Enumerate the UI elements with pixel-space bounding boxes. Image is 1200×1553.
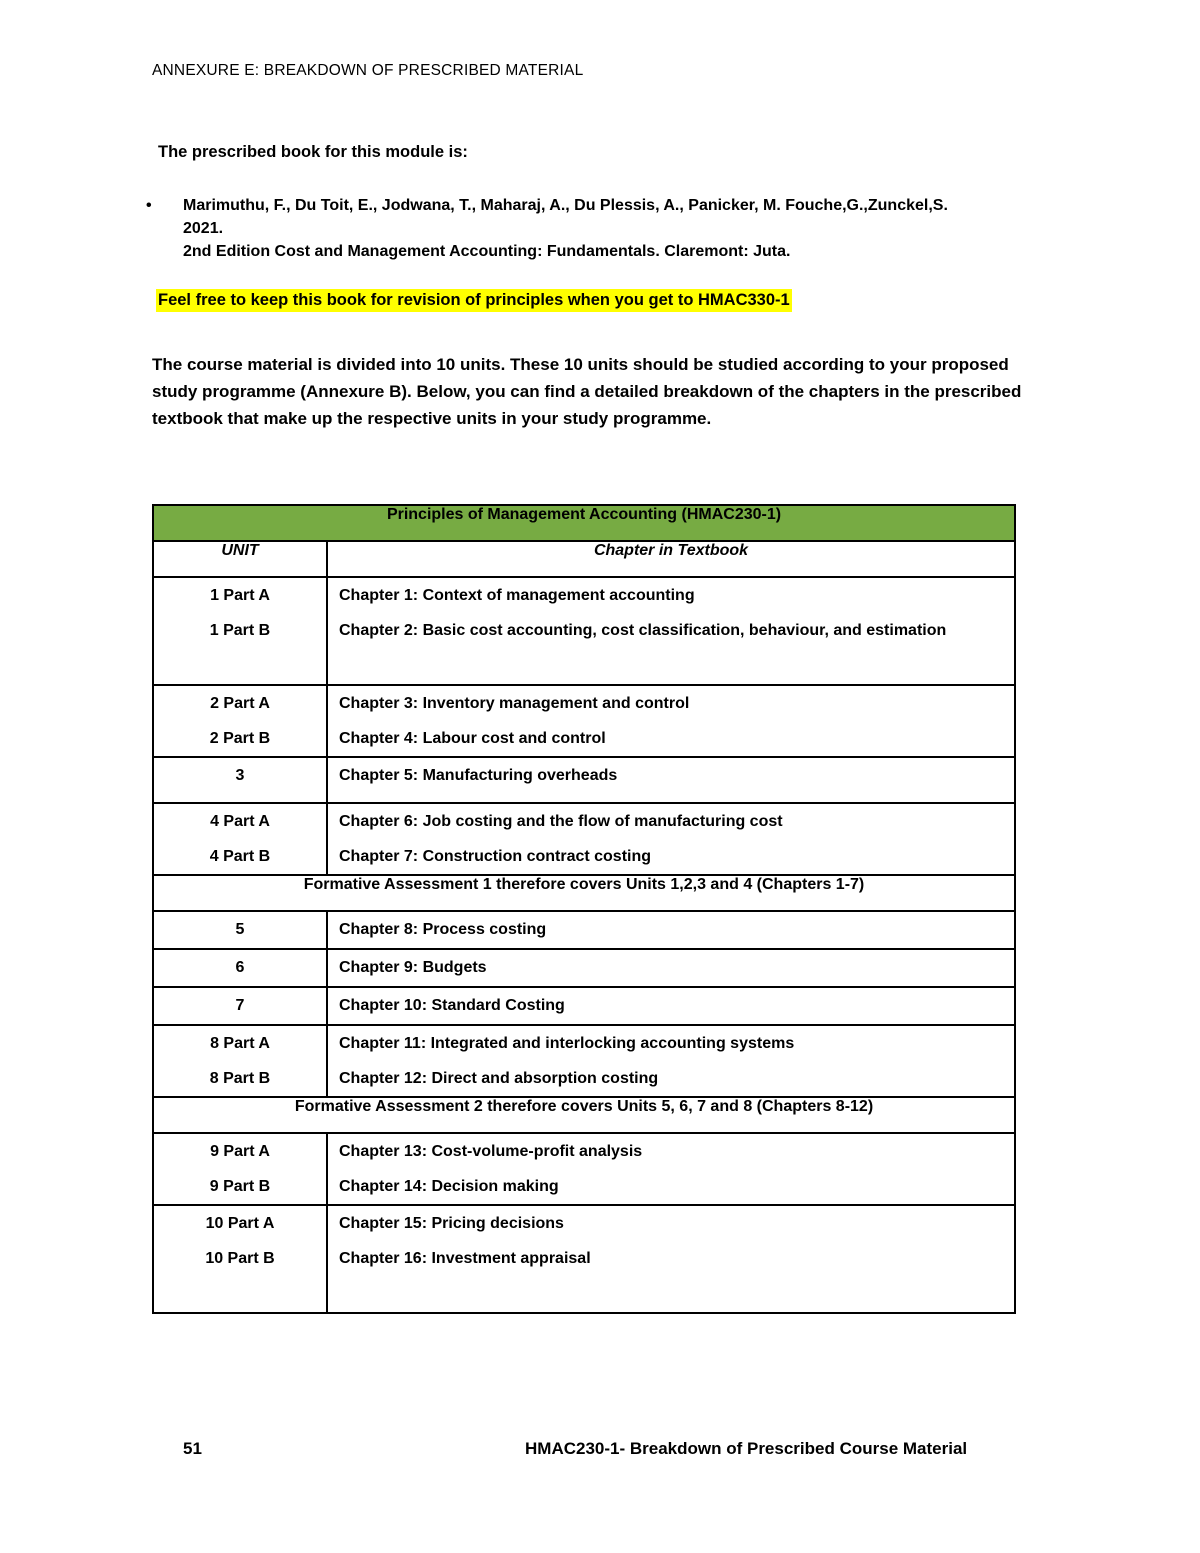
table-row bbox=[153, 757, 1015, 803]
unit-cell bbox=[153, 1205, 327, 1313]
unit-label: 8 Part A bbox=[210, 1035, 270, 1052]
assessment-row bbox=[153, 1097, 1015, 1133]
table-row bbox=[153, 803, 1015, 875]
annexure-heading: ANNEXURE E: BREAKDOWN OF PRESCRIBED MATERIAL bbox=[152, 62, 584, 79]
table-row bbox=[153, 1025, 1015, 1097]
chapter-cell bbox=[327, 1133, 1015, 1205]
page-number: 51 bbox=[183, 1439, 202, 1458]
chapter-column-header: Chapter in Textbook bbox=[327, 541, 1015, 577]
footer-title: HMAC230-1- Breakdown of Prescribed Course Material bbox=[525, 1439, 968, 1458]
chapter-label: Chapter 15: Pricing decisions bbox=[339, 1215, 564, 1232]
reference-authors: Marimuthu, F., Du Toit, E., Jodwana, T., Maharaj, A., Du Plessis, A., Panicker, M. Fouche,G.,Zunckel,S. bbox=[183, 197, 948, 214]
chapter-label: Chapter 6: Job costing and the flow of manufacturing cost bbox=[339, 813, 783, 830]
chapter-label: Chapter 2: Basic cost accounting, cost classification, behaviour, and estimation bbox=[339, 622, 947, 639]
assessment-note: Formative Assessment 2 therefore covers Units 5, 6, 7 and 8 (Chapters 8-12) bbox=[153, 1097, 1015, 1133]
units-table bbox=[152, 504, 1016, 1314]
unit-label: 1 Part A bbox=[210, 587, 270, 604]
table-row bbox=[153, 1205, 1015, 1313]
unit-cell bbox=[153, 577, 327, 685]
chapter-label: Chapter 9: Budgets bbox=[339, 959, 487, 976]
chapter-label: Chapter 8: Process costing bbox=[339, 921, 547, 938]
table-row bbox=[153, 911, 1015, 949]
unit-label: 2 Part A bbox=[210, 695, 270, 712]
chapter-label: Chapter 7: Construction contract costing bbox=[339, 848, 652, 865]
unit-label: 2 Part B bbox=[209, 730, 271, 747]
chapter-cell bbox=[327, 987, 1015, 1025]
chapter-label: Chapter 14: Decision making bbox=[339, 1178, 559, 1195]
table-row bbox=[153, 577, 1015, 685]
unit-label: 9 Part B bbox=[209, 1178, 271, 1195]
unit-label: 5 bbox=[235, 921, 245, 938]
chapter-label: Chapter 3: Inventory management and control bbox=[339, 695, 690, 712]
chapter-cell bbox=[327, 911, 1015, 949]
unit-label: 9 Part A bbox=[210, 1143, 270, 1160]
unit-cell bbox=[153, 803, 327, 875]
chapter-label: Chapter 1: Context of management accounting bbox=[339, 587, 695, 604]
unit-label: 6 bbox=[235, 959, 245, 976]
unit-cell bbox=[153, 949, 327, 987]
assessment-note: Formative Assessment 1 therefore covers Units 1,2,3 and 4 (Chapters 1-7) bbox=[153, 875, 1015, 911]
chapter-label: Chapter 16: Investment appraisal bbox=[339, 1250, 591, 1267]
table-header-row bbox=[153, 541, 1015, 577]
chapter-label: Chapter 5: Manufacturing overheads bbox=[339, 767, 618, 784]
unit-label: 1 Part B bbox=[209, 622, 271, 639]
unit-column-header: UNIT bbox=[153, 541, 327, 577]
table-row bbox=[153, 1133, 1015, 1205]
highlighted-note: Feel free to keep this book for revision of principles when you get to HMAC330-1 bbox=[156, 289, 792, 312]
table-row bbox=[153, 685, 1015, 757]
table-title: Principles of Management Accounting (HMAC230-1) bbox=[153, 505, 1015, 541]
chapter-label: Chapter 12: Direct and absorption costing bbox=[339, 1070, 659, 1087]
table-title-row bbox=[153, 505, 1015, 541]
unit-label: 10 Part B bbox=[205, 1250, 275, 1267]
assessment-row bbox=[153, 875, 1015, 911]
unit-cell bbox=[153, 757, 327, 803]
chapter-cell bbox=[327, 757, 1015, 803]
unit-label: 3 bbox=[235, 767, 245, 784]
unit-cell bbox=[153, 1025, 327, 1097]
chapter-label: Chapter 4: Labour cost and control bbox=[339, 730, 606, 747]
chapter-cell bbox=[327, 577, 1015, 685]
table-row bbox=[153, 987, 1015, 1025]
chapter-cell bbox=[327, 685, 1015, 757]
unit-cell bbox=[153, 1133, 327, 1205]
intro-text: The prescribed book for this module is: bbox=[158, 143, 468, 161]
reference-year: 2021. bbox=[183, 220, 224, 237]
unit-cell bbox=[153, 987, 327, 1025]
unit-label: 4 Part B bbox=[209, 848, 271, 865]
chapter-cell bbox=[327, 1205, 1015, 1313]
chapter-cell bbox=[327, 949, 1015, 987]
chapter-label: Chapter 13: Cost-volume-profit analysis bbox=[339, 1143, 643, 1160]
reference-item bbox=[146, 194, 1046, 263]
course-material-paragraph: The course material is divided into 10 units. These 10 units should be studied according to your proposed study programme (Annexure B). Below, you can find a detailed breakdown of the chapters in the prescribed textbook that make up the respective units in your study programme. bbox=[152, 355, 1022, 428]
reference-title: 2nd Edition Cost and Management Accounting: Fundamentals. Claremont: Juta. bbox=[183, 243, 791, 260]
unit-label: 7 bbox=[235, 997, 245, 1014]
chapter-cell bbox=[327, 803, 1015, 875]
table-row bbox=[153, 949, 1015, 987]
unit-label: 10 Part A bbox=[205, 1215, 275, 1232]
unit-label: 4 Part A bbox=[210, 813, 270, 830]
chapter-cell bbox=[327, 1025, 1015, 1097]
unit-label: 8 Part B bbox=[209, 1070, 271, 1087]
unit-cell bbox=[153, 685, 327, 757]
unit-cell bbox=[153, 911, 327, 949]
chapter-label: Chapter 10: Standard Costing bbox=[339, 997, 565, 1014]
chapter-label: Chapter 11: Integrated and interlocking accounting systems bbox=[339, 1035, 795, 1052]
bullet-icon: • bbox=[146, 197, 152, 214]
